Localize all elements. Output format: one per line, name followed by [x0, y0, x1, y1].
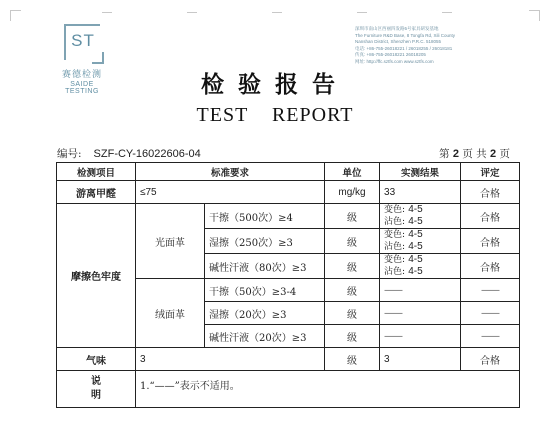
note-label: [57, 371, 136, 408]
result-value: 4-5: [408, 229, 423, 240]
verdict-cell: ——: [461, 325, 520, 348]
page-suffix: 页: [499, 148, 510, 160]
header-unit: 单位: [325, 163, 380, 181]
result-cell: [380, 204, 461, 229]
result-value: 4-5: [408, 241, 423, 252]
header-test-item: 检测项目: [57, 163, 136, 181]
page-indicator: [439, 146, 510, 161]
result-key: 沾色:: [384, 217, 406, 227]
crop-mark: [187, 12, 197, 13]
requirement-cell: 湿擦（250次）≥3: [205, 229, 325, 254]
note-text: 1.“——”表示不适用。: [136, 371, 520, 408]
crop-mark: [102, 12, 112, 13]
logo-letters: ST: [71, 31, 95, 50]
header-verdict: 评定: [461, 163, 520, 181]
crop-mark: [442, 12, 452, 13]
contact-line: 电话: +86-755-26018221 / 26018255 / 26018181: [355, 45, 453, 51]
note-label-char: 说: [91, 376, 101, 387]
logo-frame: [64, 24, 100, 60]
contact-line: 深圳市南山区西丽四发路5号家具研发基地: [355, 26, 439, 31]
odor-verdict: 合格: [461, 348, 520, 371]
item-odor: 气味: [57, 348, 136, 371]
result-key: 沾色:: [384, 242, 406, 252]
test-results-table: [56, 162, 520, 408]
result-cell: [380, 229, 461, 254]
item-formaldehyde: 游离甲醛: [57, 181, 136, 204]
result-value: 4-5: [408, 266, 423, 277]
note-row: [57, 371, 520, 408]
page-prefix: 第: [439, 148, 450, 160]
result-value: 4-5: [408, 216, 423, 227]
contact-line: Nanshan District, Shenzhen P.R.C. 518055: [355, 39, 441, 45]
odor-unit: 级: [325, 348, 380, 371]
verdict-cell: 合格: [461, 254, 520, 279]
note-label-char: 明: [91, 390, 101, 401]
requirement-cell: 干擦（500次）≥4: [205, 204, 325, 229]
unit-cell: 级: [325, 254, 380, 279]
contact-block: [355, 26, 525, 66]
requirement-cell: 碱性汗液（80次）≥3: [205, 254, 325, 279]
requirement-cell: 干擦（50次）≥3-4: [205, 279, 325, 302]
item-rub-fastness: 摩擦色牢度: [57, 204, 136, 348]
crop-mark: [272, 12, 282, 13]
result-cell: ——: [380, 302, 461, 325]
table-header-row: [57, 163, 520, 181]
unit-cell: 级: [325, 325, 380, 348]
report-title-chinese: 检验报告: [201, 72, 349, 98]
requirement-cell: 湿擦（20次）≥3: [205, 302, 325, 325]
unit-cell: 级: [325, 302, 380, 325]
logo-english-name: SAIDE TESTING: [65, 81, 99, 95]
report-number: [57, 146, 201, 161]
unit-cell: 级: [325, 229, 380, 254]
contact-line: The Furniture R&D Base, 8 Tongfa Rd, Xili County: [355, 32, 455, 38]
report-title-english: TEST REPORT: [196, 104, 354, 126]
report-number-value: SZF-CY-16022606-04: [93, 148, 201, 160]
odor-result: 3: [380, 348, 461, 371]
result-key: 变色:: [384, 255, 406, 265]
total-pages: 2: [490, 148, 497, 160]
formaldehyde-verdict: 合格: [461, 181, 520, 204]
crop-mark-top-right: [529, 10, 540, 21]
verdict-cell: 合格: [461, 229, 520, 254]
report-number-label: 编号:: [57, 148, 82, 160]
odor-requirement: 3: [136, 348, 325, 371]
header-result: 实测结果: [380, 163, 461, 181]
result-value: 4-5: [408, 204, 423, 215]
group-suede-leather: 绒面革: [136, 279, 205, 348]
crop-mark: [357, 12, 367, 13]
crop-mark-top-left: [10, 10, 21, 21]
formaldehyde-unit: mg/kg: [325, 181, 380, 204]
header-requirement: 标准要求: [136, 163, 325, 181]
table-row: [57, 181, 520, 204]
logo-chinese-name: 赛德检测: [61, 70, 102, 80]
formaldehyde-result: 33: [380, 181, 461, 204]
contact-line: 传真: +86-755-26018221 26018205: [355, 52, 426, 58]
contact-line: 网址: http://ffc.sztfs.com www.sztfs.com: [355, 58, 434, 64]
result-cell: [380, 254, 461, 279]
result-key: 沾色:: [384, 267, 406, 277]
verdict-cell: ——: [461, 279, 520, 302]
result-cell: ——: [380, 325, 461, 348]
current-page: 2: [452, 148, 459, 160]
result-cell: ——: [380, 279, 461, 302]
requirement-cell: 碱性汗液（20次）≥3: [205, 325, 325, 348]
unit-cell: 级: [325, 279, 380, 302]
formaldehyde-requirement: ≤75: [136, 181, 325, 204]
group-smooth-leather: 光面革: [136, 204, 205, 279]
result-value: 4-5: [408, 254, 423, 265]
result-key: 变色:: [384, 230, 406, 240]
unit-cell: 级: [325, 204, 380, 229]
page-middle: 页 共: [462, 148, 487, 160]
table-row: [57, 348, 520, 371]
table-row: [57, 204, 520, 229]
verdict-cell: ——: [461, 302, 520, 325]
result-key: 变色:: [384, 205, 406, 215]
verdict-cell: 合格: [461, 204, 520, 229]
